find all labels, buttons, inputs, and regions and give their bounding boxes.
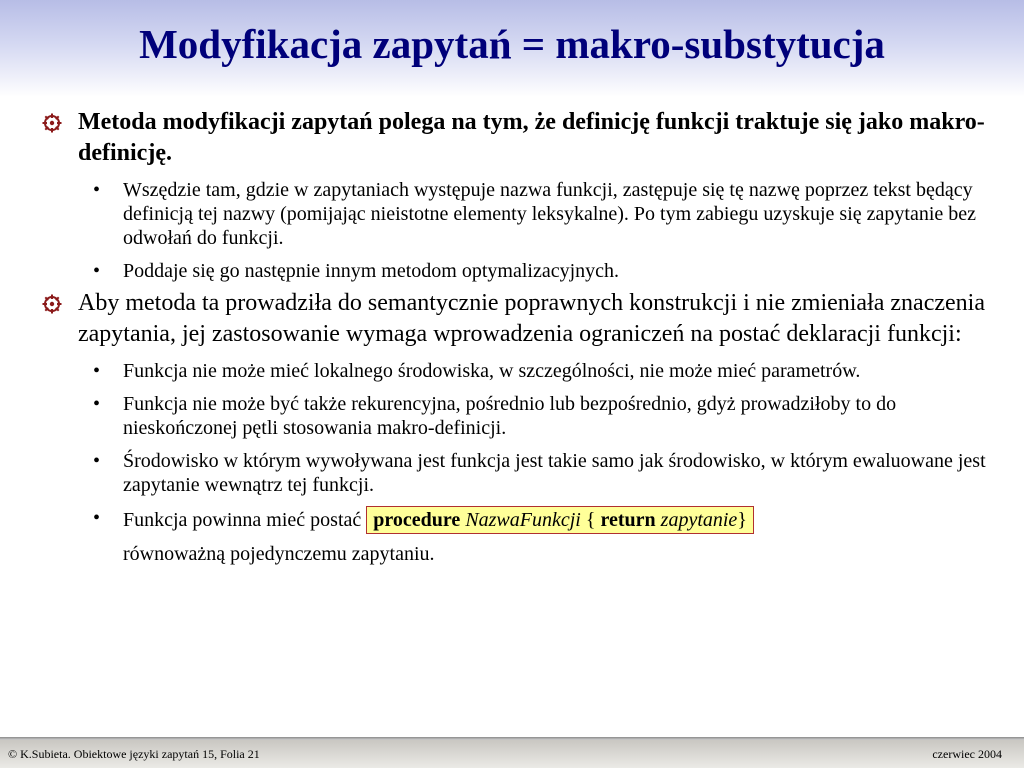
dot-bullet-icon: • xyxy=(93,260,101,282)
sub-bullet-last xyxy=(0,506,1024,566)
bullet-2 xyxy=(0,288,1024,350)
keyword-return: return xyxy=(600,509,656,531)
sub-bullet xyxy=(0,259,1024,283)
slide-title: Modyfikacja zapytań = makro-substytucja xyxy=(139,21,885,67)
dot-bullet-icon: • xyxy=(93,360,101,382)
keyword-procedure: procedure xyxy=(373,509,461,531)
sub-bullet-text: Wszędzie tam, gdzie w zapytaniach występuje nazwa funkcji, zastępuje się tę nazwę poprzez tekst będący definicją tej nazwy (pomijając nieistotne elementy leksykalne). Po tym zabiegu uzyskuje się zapytanie bez odwołań do funkcji. xyxy=(123,179,977,249)
sub-bullet-text: Poddaje się go następnie innym metodom optymalizacyjnych. xyxy=(123,260,620,282)
bullet-1-text: Metoda modyfikacji zapytań polega na tym, że definicję funkcji traktuje się jako makro-definicję. xyxy=(78,109,985,166)
bullet-2-text: Aby metoda ta prowadziła do semantycznie poprawnych konstrukcji i nie zmieniała znaczenia zapytania, jej zastosowanie wymaga wprowadzenia ograniczeń na postać deklaracji funkcji: xyxy=(78,290,985,347)
dot-bullet-icon: • xyxy=(93,450,101,472)
footer xyxy=(0,740,1024,768)
footer-copyright: © K.Subieta. Obiektowe języki zapytań 15, Folia 21 xyxy=(8,747,260,761)
sub-bullet-text: Funkcja nie może mieć lokalnego środowiska, w szczególności, nie może mieć parametrów. xyxy=(123,360,861,382)
sub-bullet xyxy=(0,449,1024,497)
slide-content xyxy=(0,103,1024,566)
sub-bullet xyxy=(0,359,1024,383)
ornament-bullet-icon xyxy=(42,294,62,314)
ornament-bullet-icon xyxy=(42,113,62,133)
sub-bullet xyxy=(0,392,1024,440)
brace-close: } xyxy=(737,509,747,531)
procedure-syntax-box xyxy=(366,506,754,534)
dot-bullet-icon: • xyxy=(93,393,101,415)
query-word: zapytanie xyxy=(660,509,738,531)
function-name: NazwaFunkcji xyxy=(465,509,581,531)
bullet-1 xyxy=(0,107,1024,169)
brace-open: { xyxy=(580,509,601,531)
sub-bullet-text: Środowisko w którym wywoływana jest funkcja jest takie samo jak środowisko, w którym ewaluowane jest zapytanie wewnątrz tej funkcji. xyxy=(123,450,986,496)
dot-bullet-icon: • xyxy=(93,179,101,201)
sub-bullet xyxy=(0,178,1024,250)
sub-bullet-suffix: równoważną pojedynczemu zapytaniu. xyxy=(123,543,435,565)
dot-bullet-icon: • xyxy=(93,507,101,529)
sub-bullet-prefix: Funkcja powinna mieć postać xyxy=(123,509,367,531)
footer-date: czerwiec 2004 xyxy=(932,747,1002,761)
sub-bullet-text: Funkcja nie może być także rekurencyjna, pośrednio lub bezpośrednio, gdyż prowadziłoby to do nieskończonej pętli stosowania makro-definicji. xyxy=(123,393,897,439)
